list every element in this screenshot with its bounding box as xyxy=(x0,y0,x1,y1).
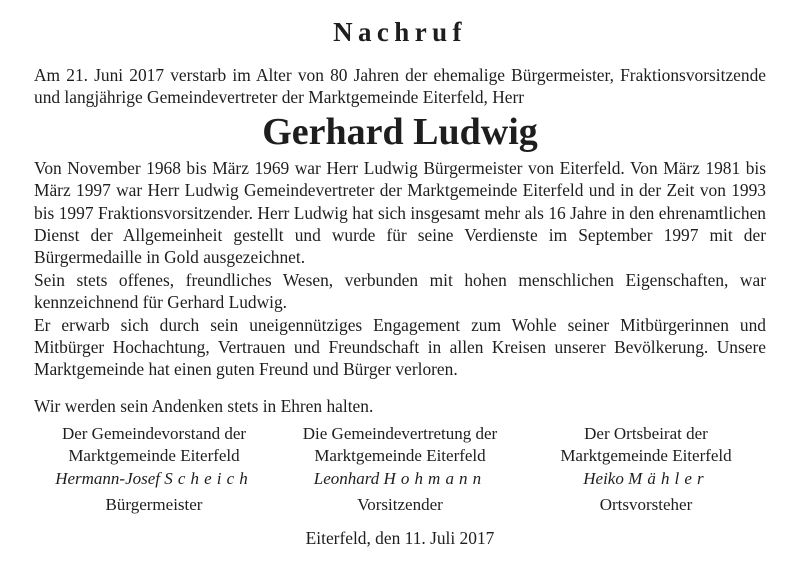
signer-first-name: Leonhard xyxy=(313,468,380,488)
closing-line: Wir werden sein Andenken stets in Ehren halten. xyxy=(34,395,374,416)
signer-name xyxy=(280,468,520,491)
signer-last-name: Scheich xyxy=(164,468,253,488)
signer-first-name: Hermann-Josef xyxy=(55,468,160,488)
signer-role: Bürgermeister xyxy=(105,495,203,515)
signature-municipal-assembly xyxy=(280,423,520,517)
signer-last-name: Mähler xyxy=(628,468,709,488)
signer-first-name: Heiko xyxy=(583,468,624,488)
deceased-name: Gerhard Ludwig xyxy=(262,110,538,153)
signer-name xyxy=(34,468,274,491)
signature-body-line: Die Gemeindevertretung der xyxy=(302,423,498,443)
signature-body-line: Der Ortsbeirat der xyxy=(584,423,708,443)
body-paragraph: Sein stets offenes, freundliches Wesen, verbunden mit hohen menschlichen Eigenschaften, war kennzeichnend für Gerhard Ludwig. xyxy=(34,269,766,313)
signature-body-line: Marktgemeinde Eiterfeld xyxy=(68,446,240,466)
place-and-date: Eiterfeld, den 11. Juli 2017 xyxy=(305,527,495,548)
body-paragraph: Von November 1968 bis März 1969 war Herr Ludwig Bürgermeister von Eiterfeld. Von März 1981 bis März 1997 war Herr Ludwig Gemeindevertreter der Marktgemeinde Eiterfeld und in der Zeit von 1993 bis 1997 Fraktionsvorsitzender. Herr Ludwig hat sich insgesamt mehr als 16 Jahre in den ehrenamtlichen Dienst der Allgemeinheit gestellt und wurde für seine Verdienste im September 1997 mit der Bürgermedaille in Gold ausgezeichnet. xyxy=(34,157,766,268)
signature-local-council xyxy=(526,423,766,517)
signer-name xyxy=(526,468,766,491)
signature-body-line: Marktgemeinde Eiterfeld xyxy=(560,446,732,466)
signer-role: Ortsvorsteher xyxy=(599,495,693,515)
signer-last-name: Hohmann xyxy=(383,468,487,488)
signature-block xyxy=(34,423,766,517)
intro-paragraph: Am 21. Juni 2017 verstarb im Alter von 80 Jahren der ehemalige Bürgermeister, Fraktionsvorsitzende und langjährige Gemeindevertreter der Marktgemeinde Eiterfeld, Herr xyxy=(34,65,766,108)
signer-role: Vorsitzender xyxy=(357,495,443,515)
body-paragraph: Er erwarb sich durch sein uneigennütziges Engagement zum Wohle seiner Mitbürgerinnen und Mitbürger Hochachtung, Vertrauen und Freundschaft in allen Kreisen unserer Bevölkerung. Unsere Marktgemeinde hat einen guten Freund und Bürger verloren. xyxy=(34,314,766,380)
signature-body-line: Der Gemeindevorstand der xyxy=(61,423,247,443)
signature-council-board xyxy=(34,423,274,517)
signature-body-line: Marktgemeinde Eiterfeld xyxy=(314,446,486,466)
heading: Nachruf xyxy=(333,17,467,47)
